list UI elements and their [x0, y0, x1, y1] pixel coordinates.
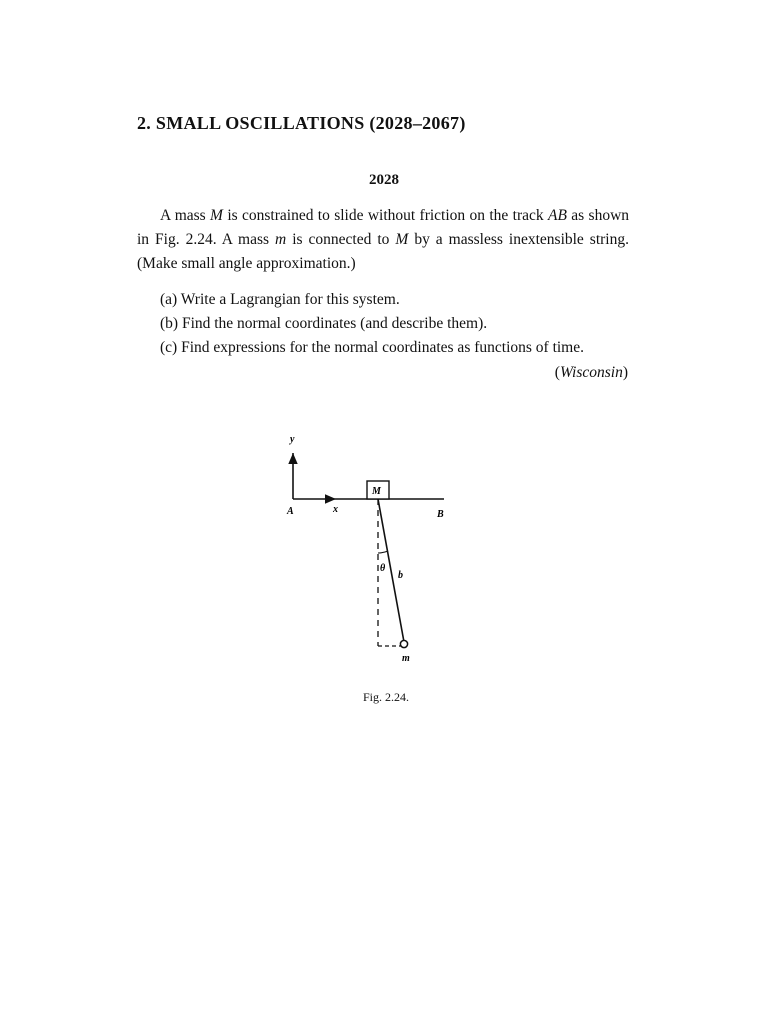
label-B: B	[437, 509, 444, 520]
label-m: m	[402, 653, 410, 664]
problem-text-segment: is constrained to slide without friction on the track	[222, 207, 548, 224]
figure-2-24	[270, 425, 470, 675]
problem-parts	[160, 288, 630, 360]
section-heading: 2. SMALL OSCILLATIONS (2028–2067)	[137, 113, 466, 133]
source-paren-open: (	[554, 364, 560, 381]
variable-AB: AB	[547, 207, 567, 224]
label-b: b	[398, 570, 403, 581]
problem-text-segment: is connected to	[286, 231, 396, 248]
label-y: y	[290, 434, 295, 445]
part-a: (a) Write a Lagrangian for this system.	[160, 291, 400, 308]
variable-M: M	[210, 207, 223, 224]
problem-number	[0, 172, 768, 189]
source-name: Wisconsin	[559, 364, 623, 381]
problem-text-segment: as shown in Fig. 2.24. A mass	[137, 207, 630, 248]
variable-M: M	[395, 231, 409, 248]
label-A: A	[287, 506, 294, 517]
variable-m: m	[275, 231, 287, 248]
part-b: (b) Find the normal coordinates (and describe them).	[160, 315, 488, 332]
pendulum-diagram	[270, 425, 470, 675]
part-c: (c) Find expressions for the normal coordinates as functions of time.	[160, 339, 584, 356]
figure-caption: Fig. 2.24.	[362, 690, 409, 704]
problem-text-segment: A mass	[160, 207, 211, 224]
label-M: M	[372, 486, 381, 497]
source-paren-close: )	[622, 364, 628, 381]
problem-number-text: 2028	[369, 172, 399, 188]
label-theta: θ	[380, 563, 386, 574]
angle-arc	[378, 551, 388, 553]
problem-text-segment: by a massless inextensible string. (Make small angle approximation.)	[137, 231, 629, 272]
mass-m-bob	[400, 640, 407, 647]
problem-source	[555, 364, 628, 382]
label-x: x	[333, 504, 338, 515]
problem-statement	[137, 204, 629, 276]
